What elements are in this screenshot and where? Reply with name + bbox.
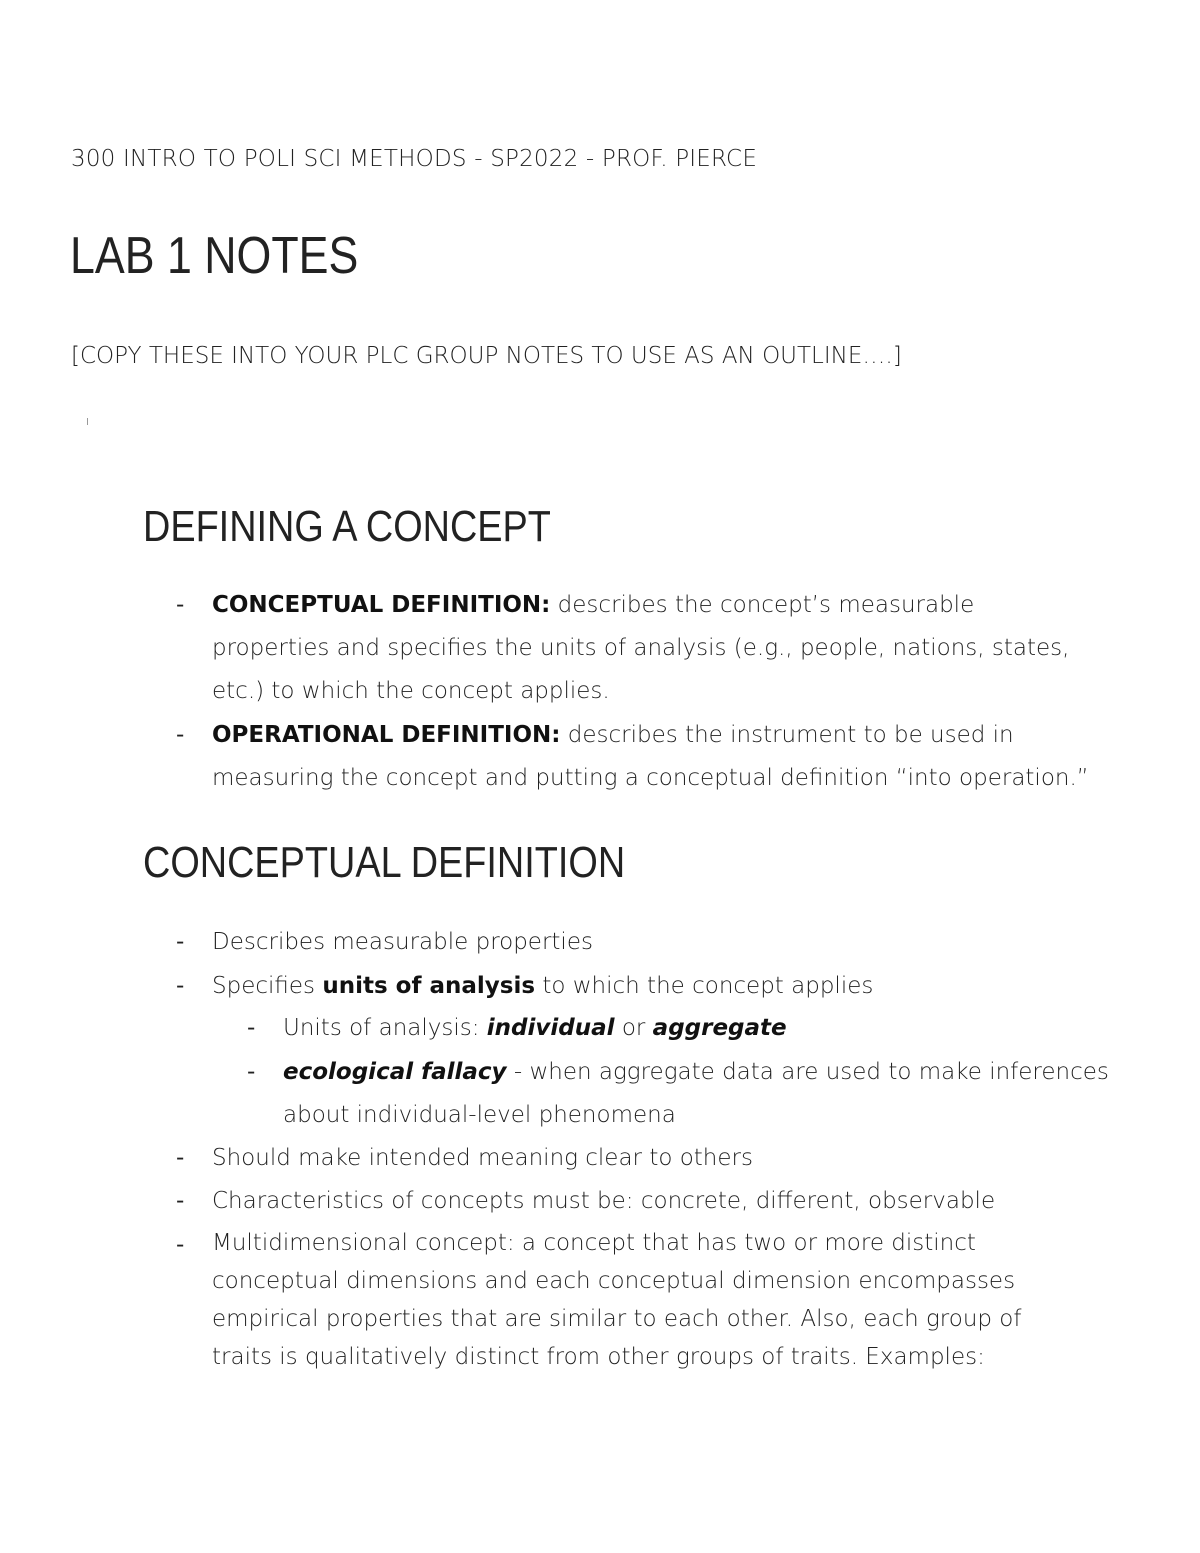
bullet-dash: - xyxy=(176,973,185,999)
item-text: Describes measurable properties xyxy=(212,929,593,955)
item-text: etc.) to which the concept applies. xyxy=(212,678,610,704)
item-text: Should make intended meaning clear to others xyxy=(212,1145,753,1171)
course-header: 300 INTRO TO POLI SCI METHODS - SP2022 - PROF. PIERCE xyxy=(71,146,758,172)
item-text: properties and specifies the units of analysis (e.g., people, nations, states, xyxy=(212,635,1070,661)
list-item-operational-definition xyxy=(212,714,1089,800)
item-text: describes the concept’s measurable xyxy=(550,592,975,618)
section-heading-conceptual-definition: CONCEPTUAL DEFINITION xyxy=(143,838,626,887)
term-aggregate: aggregate xyxy=(652,1015,787,1041)
list-item-multidimensional-concept xyxy=(212,1224,1021,1376)
term-conceptual-definition: CONCEPTUAL DEFINITION: xyxy=(212,592,551,618)
page-title: LAB 1 NOTES xyxy=(70,227,359,285)
term-individual: individual xyxy=(486,1015,615,1041)
list-item xyxy=(212,1180,995,1223)
bullet-dash: - xyxy=(247,1015,256,1041)
term-units-of-analysis: units of analysis xyxy=(322,973,536,999)
item-text: Units of analysis: xyxy=(283,1015,487,1041)
bullet-dash: - xyxy=(176,1232,185,1258)
section-heading-defining-a-concept: DEFINING A CONCEPT xyxy=(143,502,551,551)
item-text: traits is qualitatively distinct from other groups of traits. Examples: xyxy=(212,1344,985,1370)
bullet-dash: - xyxy=(176,1188,185,1214)
item-text: conceptual dimensions and each conceptual dimension encompasses xyxy=(212,1268,1016,1294)
bullet-dash: - xyxy=(176,722,185,748)
bullet-dash: - xyxy=(176,592,185,618)
list-item xyxy=(212,965,873,1008)
item-text: Specifies xyxy=(212,973,323,999)
bullet-dash: - xyxy=(247,1059,256,1085)
bullet-dash: - xyxy=(176,929,185,955)
list-item xyxy=(212,921,593,964)
list-item xyxy=(212,1137,753,1180)
item-text: or xyxy=(614,1015,653,1041)
stray-mark xyxy=(87,418,88,425)
outline-instruction: [COPY THESE INTO YOUR PLC GROUP NOTES TO USE AS AN OUTLINE….] xyxy=(71,343,902,369)
item-text: Multidimensional concept: a concept that has two or more distinct xyxy=(212,1230,976,1256)
item-text: - when aggregate data are used to make inferences xyxy=(506,1059,1109,1085)
item-text: measuring the concept and putting a conceptual definition “into operation.” xyxy=(212,765,1089,791)
item-text: Characteristics of concepts must be: concrete, different, observable xyxy=(212,1188,996,1214)
bullet-dash: - xyxy=(176,1145,185,1171)
list-item-conceptual-definition xyxy=(212,584,1069,713)
term-ecological-fallacy: ecological fallacy xyxy=(283,1059,507,1085)
sub-list-item xyxy=(283,1007,787,1050)
item-text: empirical properties that are similar to each other. Also, each group of xyxy=(212,1306,1022,1332)
term-operational-definition: OPERATIONAL DEFINITION: xyxy=(212,722,561,748)
sub-list-item xyxy=(283,1051,1109,1137)
item-text: describes the instrument to be used in xyxy=(560,722,1014,748)
item-text: to which the concept applies xyxy=(535,973,874,999)
item-text: about individual-level phenomena xyxy=(283,1102,676,1128)
